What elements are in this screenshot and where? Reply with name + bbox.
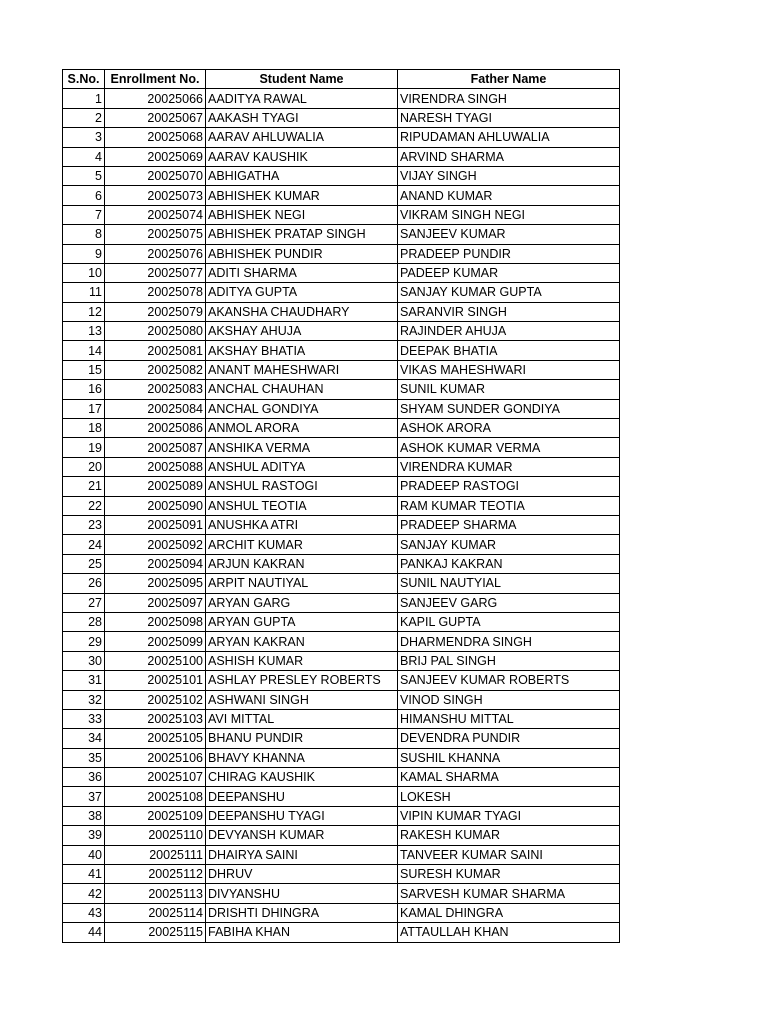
student-name-cell: AKANSHA CHAUDHARY bbox=[206, 302, 398, 321]
enrollment-no-cell: 20025075 bbox=[105, 225, 206, 244]
student-name-cell: ANSHUL RASTOGI bbox=[206, 477, 398, 496]
sno-cell: 19 bbox=[63, 438, 105, 457]
table-row bbox=[63, 826, 620, 845]
enrollment-no-cell: 20025115 bbox=[105, 923, 206, 942]
student-name-cell: BHAVY KHANNA bbox=[206, 748, 398, 767]
table-row bbox=[63, 845, 620, 864]
table-row bbox=[63, 651, 620, 670]
father-name-cell: SUSHIL KHANNA bbox=[398, 748, 620, 767]
sno-cell: 1 bbox=[63, 89, 105, 108]
father-name-cell: NARESH TYAGI bbox=[398, 108, 620, 127]
table-row bbox=[63, 166, 620, 185]
father-name-cell: ASHOK ARORA bbox=[398, 419, 620, 438]
student-name-cell: DEVYANSH KUMAR bbox=[206, 826, 398, 845]
father-name-cell: RAJINDER AHUJA bbox=[398, 322, 620, 341]
father-name-cell: DHARMENDRA SINGH bbox=[398, 632, 620, 651]
enrollment-no-cell: 20025102 bbox=[105, 690, 206, 709]
sno-cell: 5 bbox=[63, 166, 105, 185]
table-row bbox=[63, 787, 620, 806]
student-name-cell: DEEPANSHU TYAGI bbox=[206, 806, 398, 825]
student-name-cell: DEEPANSHU bbox=[206, 787, 398, 806]
student-name-cell: ABHIGATHA bbox=[206, 166, 398, 185]
student-name-cell: ASHLAY PRESLEY ROBERTS bbox=[206, 671, 398, 690]
table-row bbox=[63, 457, 620, 476]
sno-cell: 17 bbox=[63, 399, 105, 418]
table-row bbox=[63, 186, 620, 205]
father-name-cell: VIPIN KUMAR TYAGI bbox=[398, 806, 620, 825]
father-name-cell: SARANVIR SINGH bbox=[398, 302, 620, 321]
enrollment-no-cell: 20025078 bbox=[105, 283, 206, 302]
sno-cell: 20 bbox=[63, 457, 105, 476]
sno-cell: 7 bbox=[63, 205, 105, 224]
father-name-cell: VINOD SINGH bbox=[398, 690, 620, 709]
sno-cell: 9 bbox=[63, 244, 105, 263]
student-name-cell: BHANU PUNDIR bbox=[206, 729, 398, 748]
sno-cell: 29 bbox=[63, 632, 105, 651]
student-name-cell: FABIHA KHAN bbox=[206, 923, 398, 942]
table-row bbox=[63, 574, 620, 593]
student-name-cell: AVI MITTAL bbox=[206, 709, 398, 728]
sno-cell: 2 bbox=[63, 108, 105, 127]
sno-cell: 15 bbox=[63, 360, 105, 379]
father-name-cell: HIMANSHU MITTAL bbox=[398, 709, 620, 728]
enrollment-no-cell: 20025086 bbox=[105, 419, 206, 438]
father-name-cell: SHYAM SUNDER GONDIYA bbox=[398, 399, 620, 418]
table-row bbox=[63, 515, 620, 534]
header-student-name: Student Name bbox=[206, 70, 398, 89]
sno-cell: 33 bbox=[63, 709, 105, 728]
sno-cell: 37 bbox=[63, 787, 105, 806]
father-name-cell: SANJEEV GARG bbox=[398, 593, 620, 612]
student-name-cell: ADITYA GUPTA bbox=[206, 283, 398, 302]
table-row bbox=[63, 768, 620, 787]
student-name-cell: ANCHAL GONDIYA bbox=[206, 399, 398, 418]
table-row bbox=[63, 554, 620, 573]
sno-cell: 14 bbox=[63, 341, 105, 360]
header-enrollment-no: Enrollment No. bbox=[105, 70, 206, 89]
enrollment-no-cell: 20025091 bbox=[105, 515, 206, 534]
father-name-cell: SARVESH KUMAR SHARMA bbox=[398, 884, 620, 903]
header-sno: S.No. bbox=[63, 70, 105, 89]
father-name-cell: PANKAJ KAKRAN bbox=[398, 554, 620, 573]
enrollment-no-cell: 20025112 bbox=[105, 865, 206, 884]
enrollment-no-cell: 20025105 bbox=[105, 729, 206, 748]
sno-cell: 40 bbox=[63, 845, 105, 864]
student-name-cell: ANUSHKA ATRI bbox=[206, 515, 398, 534]
sno-cell: 6 bbox=[63, 186, 105, 205]
table-row bbox=[63, 690, 620, 709]
enrollment-no-cell: 20025076 bbox=[105, 244, 206, 263]
enrollment-no-cell: 20025103 bbox=[105, 709, 206, 728]
enrollment-no-cell: 20025108 bbox=[105, 787, 206, 806]
table-row bbox=[63, 108, 620, 127]
student-name-cell: ANCHAL CHAUHAN bbox=[206, 380, 398, 399]
father-name-cell: ATTAULLAH KHAN bbox=[398, 923, 620, 942]
father-name-cell: VIRENDRA KUMAR bbox=[398, 457, 620, 476]
sno-cell: 31 bbox=[63, 671, 105, 690]
table-row bbox=[63, 612, 620, 631]
table-row bbox=[63, 923, 620, 942]
sno-cell: 16 bbox=[63, 380, 105, 399]
table-row bbox=[63, 903, 620, 922]
enrollment-no-cell: 20025083 bbox=[105, 380, 206, 399]
enrollment-no-cell: 20025081 bbox=[105, 341, 206, 360]
student-name-cell: AAKASH TYAGI bbox=[206, 108, 398, 127]
enrollment-no-cell: 20025069 bbox=[105, 147, 206, 166]
sno-cell: 38 bbox=[63, 806, 105, 825]
table-row bbox=[63, 748, 620, 767]
sno-cell: 36 bbox=[63, 768, 105, 787]
table-row bbox=[63, 729, 620, 748]
father-name-cell: SANJAY KUMAR bbox=[398, 535, 620, 554]
enrollment-no-cell: 20025079 bbox=[105, 302, 206, 321]
sno-cell: 39 bbox=[63, 826, 105, 845]
sno-cell: 10 bbox=[63, 263, 105, 282]
student-name-cell: CHIRAG KAUSHIK bbox=[206, 768, 398, 787]
enrollment-no-cell: 20025084 bbox=[105, 399, 206, 418]
enrollment-no-cell: 20025106 bbox=[105, 748, 206, 767]
table-row bbox=[63, 671, 620, 690]
table-row bbox=[63, 283, 620, 302]
father-name-cell: BRIJ PAL SINGH bbox=[398, 651, 620, 670]
table-body bbox=[63, 89, 620, 942]
sno-cell: 12 bbox=[63, 302, 105, 321]
enrollment-no-cell: 20025089 bbox=[105, 477, 206, 496]
student-name-cell: AKSHAY AHUJA bbox=[206, 322, 398, 341]
enrollment-no-cell: 20025088 bbox=[105, 457, 206, 476]
table-row bbox=[63, 884, 620, 903]
table-row bbox=[63, 535, 620, 554]
student-name-cell: AKSHAY BHATIA bbox=[206, 341, 398, 360]
enrollment-no-cell: 20025109 bbox=[105, 806, 206, 825]
enrollment-no-cell: 20025095 bbox=[105, 574, 206, 593]
father-name-cell: ASHOK KUMAR VERMA bbox=[398, 438, 620, 457]
sno-cell: 26 bbox=[63, 574, 105, 593]
table-row bbox=[63, 806, 620, 825]
enrollment-no-cell: 20025099 bbox=[105, 632, 206, 651]
father-name-cell: LOKESH bbox=[398, 787, 620, 806]
student-name-cell: ANSHUL TEOTIA bbox=[206, 496, 398, 515]
table-row bbox=[63, 593, 620, 612]
sno-cell: 41 bbox=[63, 865, 105, 884]
enrollment-no-cell: 20025110 bbox=[105, 826, 206, 845]
father-name-cell: VIKRAM SINGH NEGI bbox=[398, 205, 620, 224]
table-row bbox=[63, 496, 620, 515]
father-name-cell: TANVEER KUMAR SAINI bbox=[398, 845, 620, 864]
father-name-cell: SANJEEV KUMAR ROBERTS bbox=[398, 671, 620, 690]
sno-cell: 18 bbox=[63, 419, 105, 438]
table-row bbox=[63, 399, 620, 418]
student-name-cell: ANMOL ARORA bbox=[206, 419, 398, 438]
father-name-cell: VIJAY SINGH bbox=[398, 166, 620, 185]
sno-cell: 28 bbox=[63, 612, 105, 631]
enrollment-no-cell: 20025073 bbox=[105, 186, 206, 205]
sno-cell: 44 bbox=[63, 923, 105, 942]
table-row bbox=[63, 244, 620, 263]
student-name-cell: AARAV KAUSHIK bbox=[206, 147, 398, 166]
sno-cell: 42 bbox=[63, 884, 105, 903]
table-row bbox=[63, 865, 620, 884]
enrollment-no-cell: 20025111 bbox=[105, 845, 206, 864]
table-row bbox=[63, 225, 620, 244]
header-father-name: Father Name bbox=[398, 70, 620, 89]
father-name-cell: VIRENDRA SINGH bbox=[398, 89, 620, 108]
table-row bbox=[63, 322, 620, 341]
student-name-cell: DRISHTI DHINGRA bbox=[206, 903, 398, 922]
student-name-cell: ABHISHEK NEGI bbox=[206, 205, 398, 224]
father-name-cell: RAKESH KUMAR bbox=[398, 826, 620, 845]
sno-cell: 34 bbox=[63, 729, 105, 748]
enrollment-no-cell: 20025101 bbox=[105, 671, 206, 690]
enrollment-no-cell: 20025113 bbox=[105, 884, 206, 903]
enrollment-no-cell: 20025094 bbox=[105, 554, 206, 573]
table-row bbox=[63, 128, 620, 147]
father-name-cell: SURESH KUMAR bbox=[398, 865, 620, 884]
father-name-cell: KAMAL DHINGRA bbox=[398, 903, 620, 922]
student-name-cell: ADITI SHARMA bbox=[206, 263, 398, 282]
student-name-cell: ANANT MAHESHWARI bbox=[206, 360, 398, 379]
student-name-cell: ASHISH KUMAR bbox=[206, 651, 398, 670]
table-row bbox=[63, 360, 620, 379]
student-name-cell: DHRUV bbox=[206, 865, 398, 884]
student-name-cell: ASHWANI SINGH bbox=[206, 690, 398, 709]
enrollment-no-cell: 20025097 bbox=[105, 593, 206, 612]
student-name-cell: AADITYA RAWAL bbox=[206, 89, 398, 108]
student-name-cell: AARAV AHLUWALIA bbox=[206, 128, 398, 147]
sno-cell: 25 bbox=[63, 554, 105, 573]
table-row bbox=[63, 419, 620, 438]
student-name-cell: ARPIT NAUTIYAL bbox=[206, 574, 398, 593]
student-name-cell: ARYAN GARG bbox=[206, 593, 398, 612]
student-name-cell: DHAIRYA SAINI bbox=[206, 845, 398, 864]
sno-cell: 3 bbox=[63, 128, 105, 147]
father-name-cell: PRADEEP SHARMA bbox=[398, 515, 620, 534]
enrollment-no-cell: 20025068 bbox=[105, 128, 206, 147]
enrollment-no-cell: 20025080 bbox=[105, 322, 206, 341]
enrollment-no-cell: 20025100 bbox=[105, 651, 206, 670]
father-name-cell: ANAND KUMAR bbox=[398, 186, 620, 205]
student-table bbox=[62, 69, 620, 943]
father-name-cell: DEEPAK BHATIA bbox=[398, 341, 620, 360]
sno-cell: 32 bbox=[63, 690, 105, 709]
sno-cell: 22 bbox=[63, 496, 105, 515]
table-row bbox=[63, 89, 620, 108]
student-name-cell: ARCHIT KUMAR bbox=[206, 535, 398, 554]
father-name-cell: RIPUDAMAN AHLUWALIA bbox=[398, 128, 620, 147]
table-row bbox=[63, 263, 620, 282]
sno-cell: 30 bbox=[63, 651, 105, 670]
father-name-cell: PRADEEP RASTOGI bbox=[398, 477, 620, 496]
father-name-cell: SUNIL KUMAR bbox=[398, 380, 620, 399]
father-name-cell: PADEEP KUMAR bbox=[398, 263, 620, 282]
table-row bbox=[63, 709, 620, 728]
student-name-cell: ABHISHEK PRATAP SINGH bbox=[206, 225, 398, 244]
enrollment-no-cell: 20025098 bbox=[105, 612, 206, 631]
sno-cell: 11 bbox=[63, 283, 105, 302]
table-row bbox=[63, 438, 620, 457]
enrollment-no-cell: 20025107 bbox=[105, 768, 206, 787]
student-name-cell: ABHISHEK PUNDIR bbox=[206, 244, 398, 263]
enrollment-no-cell: 20025092 bbox=[105, 535, 206, 554]
father-name-cell: SANJEEV KUMAR bbox=[398, 225, 620, 244]
sno-cell: 4 bbox=[63, 147, 105, 166]
enrollment-no-cell: 20025087 bbox=[105, 438, 206, 457]
father-name-cell: SANJAY KUMAR GUPTA bbox=[398, 283, 620, 302]
enrollment-no-cell: 20025077 bbox=[105, 263, 206, 282]
table-row bbox=[63, 341, 620, 360]
enrollment-no-cell: 20025066 bbox=[105, 89, 206, 108]
father-name-cell: KAMAL SHARMA bbox=[398, 768, 620, 787]
father-name-cell: ARVIND SHARMA bbox=[398, 147, 620, 166]
enrollment-no-cell: 20025070 bbox=[105, 166, 206, 185]
sno-cell: 43 bbox=[63, 903, 105, 922]
sno-cell: 24 bbox=[63, 535, 105, 554]
table-row bbox=[63, 632, 620, 651]
student-name-cell: ABHISHEK KUMAR bbox=[206, 186, 398, 205]
table-row bbox=[63, 477, 620, 496]
father-name-cell: DEVENDRA PUNDIR bbox=[398, 729, 620, 748]
sno-cell: 35 bbox=[63, 748, 105, 767]
father-name-cell: VIKAS MAHESHWARI bbox=[398, 360, 620, 379]
enrollment-no-cell: 20025090 bbox=[105, 496, 206, 515]
student-name-cell: ARYAN KAKRAN bbox=[206, 632, 398, 651]
header-row bbox=[63, 70, 620, 89]
student-name-cell: ARYAN GUPTA bbox=[206, 612, 398, 631]
sno-cell: 27 bbox=[63, 593, 105, 612]
table-row bbox=[63, 380, 620, 399]
sno-cell: 8 bbox=[63, 225, 105, 244]
student-name-cell: ARJUN KAKRAN bbox=[206, 554, 398, 573]
table-row bbox=[63, 205, 620, 224]
father-name-cell: PRADEEP PUNDIR bbox=[398, 244, 620, 263]
sno-cell: 21 bbox=[63, 477, 105, 496]
enrollment-no-cell: 20025067 bbox=[105, 108, 206, 127]
table-row bbox=[63, 147, 620, 166]
enrollment-no-cell: 20025082 bbox=[105, 360, 206, 379]
father-name-cell: SUNIL NAUTYIAL bbox=[398, 574, 620, 593]
student-name-cell: ANSHUL ADITYA bbox=[206, 457, 398, 476]
father-name-cell: KAPIL GUPTA bbox=[398, 612, 620, 631]
father-name-cell: RAM KUMAR TEOTIA bbox=[398, 496, 620, 515]
sno-cell: 13 bbox=[63, 322, 105, 341]
student-name-cell: DIVYANSHU bbox=[206, 884, 398, 903]
table-row bbox=[63, 302, 620, 321]
enrollment-no-cell: 20025114 bbox=[105, 903, 206, 922]
sno-cell: 23 bbox=[63, 515, 105, 534]
enrollment-no-cell: 20025074 bbox=[105, 205, 206, 224]
student-name-cell: ANSHIKA VERMA bbox=[206, 438, 398, 457]
